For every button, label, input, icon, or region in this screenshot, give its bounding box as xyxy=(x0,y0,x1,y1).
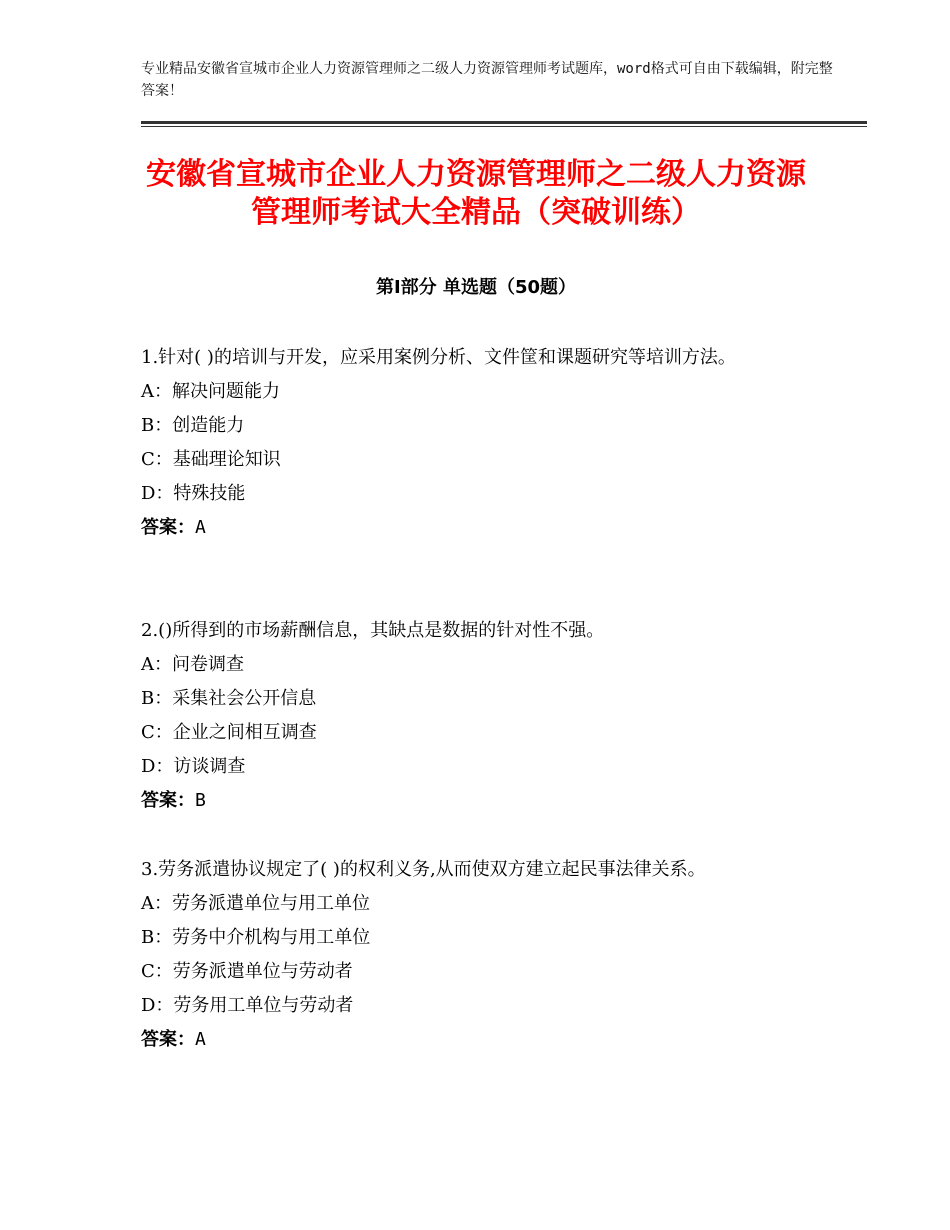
question-3 xyxy=(141,853,821,1057)
option-c: C：劳务派遣单位与劳动者 xyxy=(141,961,353,982)
answer-value: A xyxy=(195,1029,206,1050)
question-1 xyxy=(141,341,821,545)
header-divider-thick xyxy=(141,121,867,124)
option-c: C：企业之间相互调查 xyxy=(141,722,317,743)
answer-value: A xyxy=(195,517,206,538)
header-divider-thin xyxy=(141,126,867,127)
option-a: A：劳务派遣单位与用工单位 xyxy=(141,893,370,914)
section-title: 第Ⅰ部分 单选题（50题） xyxy=(375,277,576,298)
option-c: C：基础理论知识 xyxy=(141,449,281,470)
question-stem: 3.劳务派遣协议规定了( )的权利义务,从而使双方建立起民事法律关系。 xyxy=(141,859,706,880)
answer-label: 答案： xyxy=(141,517,195,538)
question-stem: 2.()所得到的市场薪酬信息，其缺点是数据的针对性不强。 xyxy=(141,620,605,641)
answer-line xyxy=(141,1023,821,1057)
option-d: D：特殊技能 xyxy=(141,483,246,504)
question-2 xyxy=(141,614,821,818)
header-note: 专业精品安徽省宣城市企业人力资源管理师之二级人力资源管理师考试题库，word格式可自由下载编辑，附完整答案！ xyxy=(141,61,833,99)
question-stem: 1.针对( )的培训与开发，应采用案例分析、文件筐和课题研究等培训方法。 xyxy=(141,347,736,368)
answer-line xyxy=(141,784,821,818)
option-d: D：劳务用工单位与劳动者 xyxy=(141,995,354,1016)
answer-label: 答案： xyxy=(141,1029,195,1050)
option-a: A：问卷调查 xyxy=(141,654,244,675)
option-b: B：劳务中介机构与用工单位 xyxy=(141,927,371,948)
document-title: 安徽省宣城市企业人力资源管理师之二级人力资源管理师考试大全精品（突破训练） xyxy=(146,157,806,230)
answer-value: B xyxy=(195,790,206,811)
option-d: D：访谈调查 xyxy=(141,756,246,777)
option-b: B：创造能力 xyxy=(141,415,245,436)
option-a: A：解决问题能力 xyxy=(141,381,280,402)
option-b: B：采集社会公开信息 xyxy=(141,688,317,709)
answer-line xyxy=(141,511,821,545)
answer-label: 答案： xyxy=(141,790,195,811)
